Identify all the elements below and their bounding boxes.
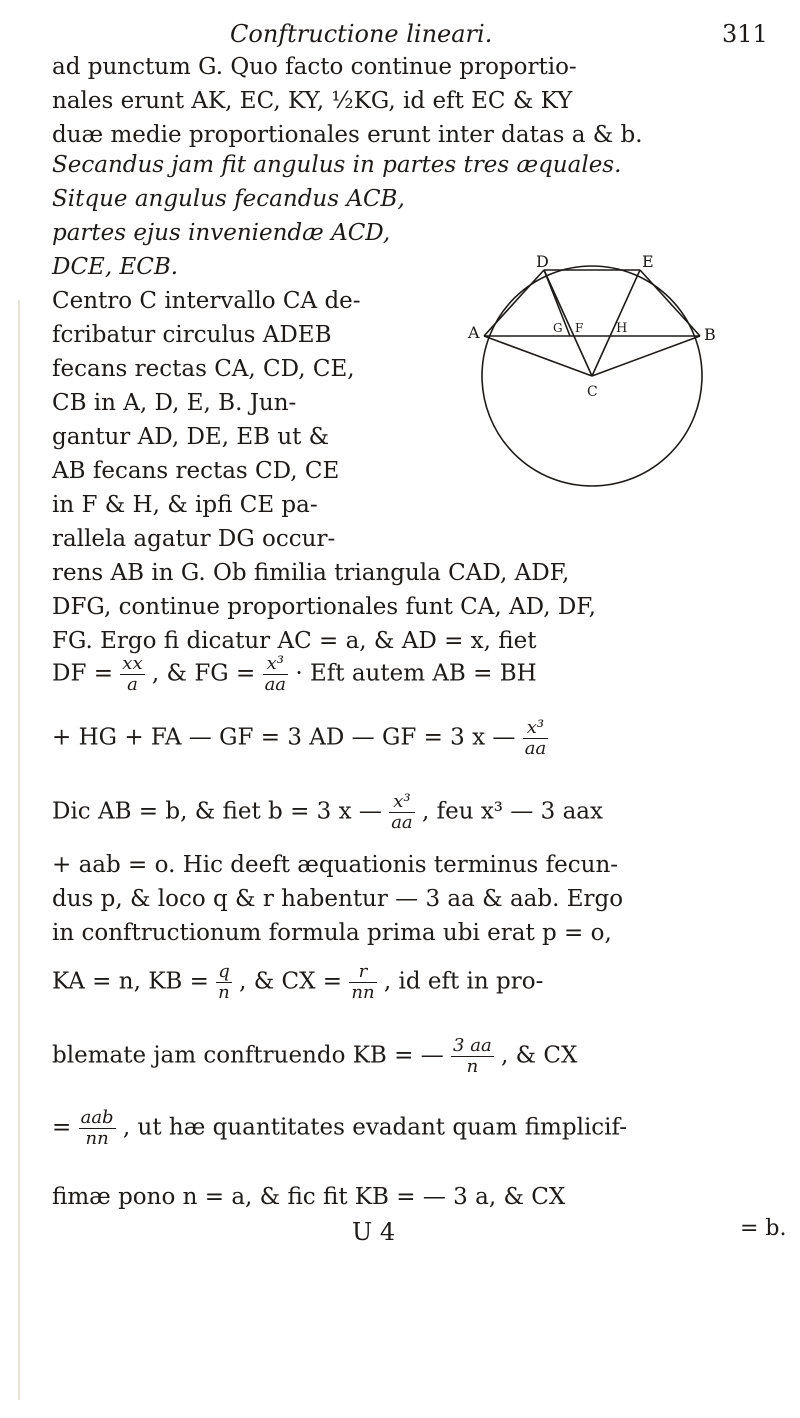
eq-text-b: , ut hæ quantitates evadant quam fimplicif- <box>122 1114 627 1141</box>
eq-text: + HG + FA — GF = 3 AD — GF = 3 x — <box>52 724 516 751</box>
angle-trisection-figure <box>398 252 772 500</box>
text-line: DFG, continue proportionales funt CA, AD, DF, <box>52 594 596 620</box>
text-line: Centro C intervallo CA de- <box>52 288 361 314</box>
eq-fg-label: , & FG = <box>151 660 256 687</box>
text-line: + aab = o. Hic deeft æquationis terminus fecun- <box>52 852 619 878</box>
text-line: AB fecans rectas CD, CE <box>52 458 340 484</box>
eq-tail: · Eft autem AB = BH <box>295 660 537 687</box>
text-line: in conftructionum formula prima ubi erat p = o, <box>52 920 612 946</box>
fraction-aab-over-nn <box>79 1108 116 1149</box>
numerator: q <box>216 962 232 983</box>
fraction-q-over-n <box>216 962 232 1003</box>
equation-line-1 <box>52 654 537 695</box>
eq-text-a: blemate jam conftruendo KB = — <box>52 1042 444 1069</box>
numerator: x³ <box>389 792 414 813</box>
text-line: CB in A, D, E, B. Jun- <box>52 390 297 416</box>
label-d: D <box>536 252 549 271</box>
denominator: a <box>127 674 138 695</box>
equation-line-6 <box>52 1108 627 1149</box>
text-line: Sitque angulus fecandus ACB, <box>52 186 405 212</box>
numerator: x³ <box>523 718 548 739</box>
text-line: fcribatur circulus ADEB <box>52 322 332 348</box>
text-line: dus p, & loco q & r habentur — 3 aa & aab. Ergo <box>52 886 624 912</box>
label-b: B <box>704 325 716 344</box>
text-line: duæ medie proportionales erunt inter datas a & b. <box>52 122 643 148</box>
page-number: 311 <box>722 20 768 48</box>
equation-line-2 <box>52 718 548 759</box>
text-line: nales erunt AK, EC, KY, ½KG, id eft EC & KY <box>52 88 573 114</box>
chord-eb <box>640 270 700 336</box>
fraction-xx-over-a <box>120 654 144 695</box>
numerator: r <box>349 962 376 983</box>
text-line: gantur AD, DE, EB ut & <box>52 424 330 450</box>
equation-line-3 <box>52 792 603 833</box>
label-h: H <box>616 321 628 336</box>
equation-line-5 <box>52 1036 577 1077</box>
denominator: n <box>218 982 230 1003</box>
numerator: 3 aa <box>453 1035 492 1056</box>
equation-line-4 <box>52 962 543 1003</box>
running-head-title: Conftructione lineari. <box>230 20 493 48</box>
eq-text-a: KA = n, KB = <box>52 968 209 995</box>
paragraph-1 <box>52 50 643 152</box>
numerator: x³ <box>263 654 288 675</box>
signature-mark: U 4 <box>352 1218 396 1246</box>
text-line: FG. Ergo fi dicatur AC = a, & AD = x, fiet <box>52 628 537 654</box>
eq-text-a: = <box>52 1114 72 1141</box>
fraction-3aa-over-n <box>451 1036 494 1077</box>
text-line: ad punctum G. Quo facto continue proportio- <box>52 54 577 80</box>
label-g: G <box>553 321 563 335</box>
label-e: E <box>642 252 654 271</box>
fraction-r-over-nn <box>349 962 376 1003</box>
chord-ad <box>484 270 544 336</box>
text-line: in F & H, & ipfi CE pa- <box>52 492 318 518</box>
denominator: aa <box>391 812 413 833</box>
eq-text-b: , & CX = <box>239 968 343 995</box>
fraction-x3-over-aa <box>389 792 414 833</box>
eq-df-label: DF = <box>52 660 113 687</box>
fraction-x3-over-aa <box>263 654 288 695</box>
signature-right: = b. <box>740 1216 787 1241</box>
text-line: rens AB in G. Ob fimilia triangula CAD, ADF, <box>52 560 570 586</box>
eq-text-b: , feu x³ — 3 aax <box>421 798 603 825</box>
label-a: A <box>468 323 480 342</box>
numerator: xx <box>122 653 143 674</box>
text-line: fecans rectas CA, CD, CE, <box>52 356 355 382</box>
paragraph-3 <box>52 848 623 950</box>
eq-text-b: , & CX <box>501 1042 578 1069</box>
denominator: nn <box>351 982 375 1003</box>
denominator: nn <box>85 1128 109 1149</box>
binding-gutter <box>18 300 20 1400</box>
text-line: partes ejus inveniendæ ACD, <box>52 220 391 246</box>
denominator: aa <box>264 674 287 695</box>
fraction-x3-over-aa <box>523 718 548 759</box>
text-line: rallela agatur DG occur- <box>52 526 336 552</box>
label-f: F <box>575 321 584 335</box>
numerator: aab <box>80 1107 114 1128</box>
text-line: DCE, ECB. <box>52 254 179 280</box>
denominator: n <box>466 1056 479 1077</box>
label-c: C <box>587 384 598 400</box>
eq-text-a: Dic AB = b, & fiet b = 3 x — <box>52 798 382 825</box>
text-line: Secandus jam fit angulus in partes tres æquales. <box>52 152 622 178</box>
denominator: aa <box>524 738 547 759</box>
figure-svg <box>398 252 772 500</box>
eq-text-c: , id eft in pro- <box>383 968 544 995</box>
equation-line-7: fimæ pono n = a, & fic fit KB = — 3 a, & CX <box>52 1184 566 1210</box>
